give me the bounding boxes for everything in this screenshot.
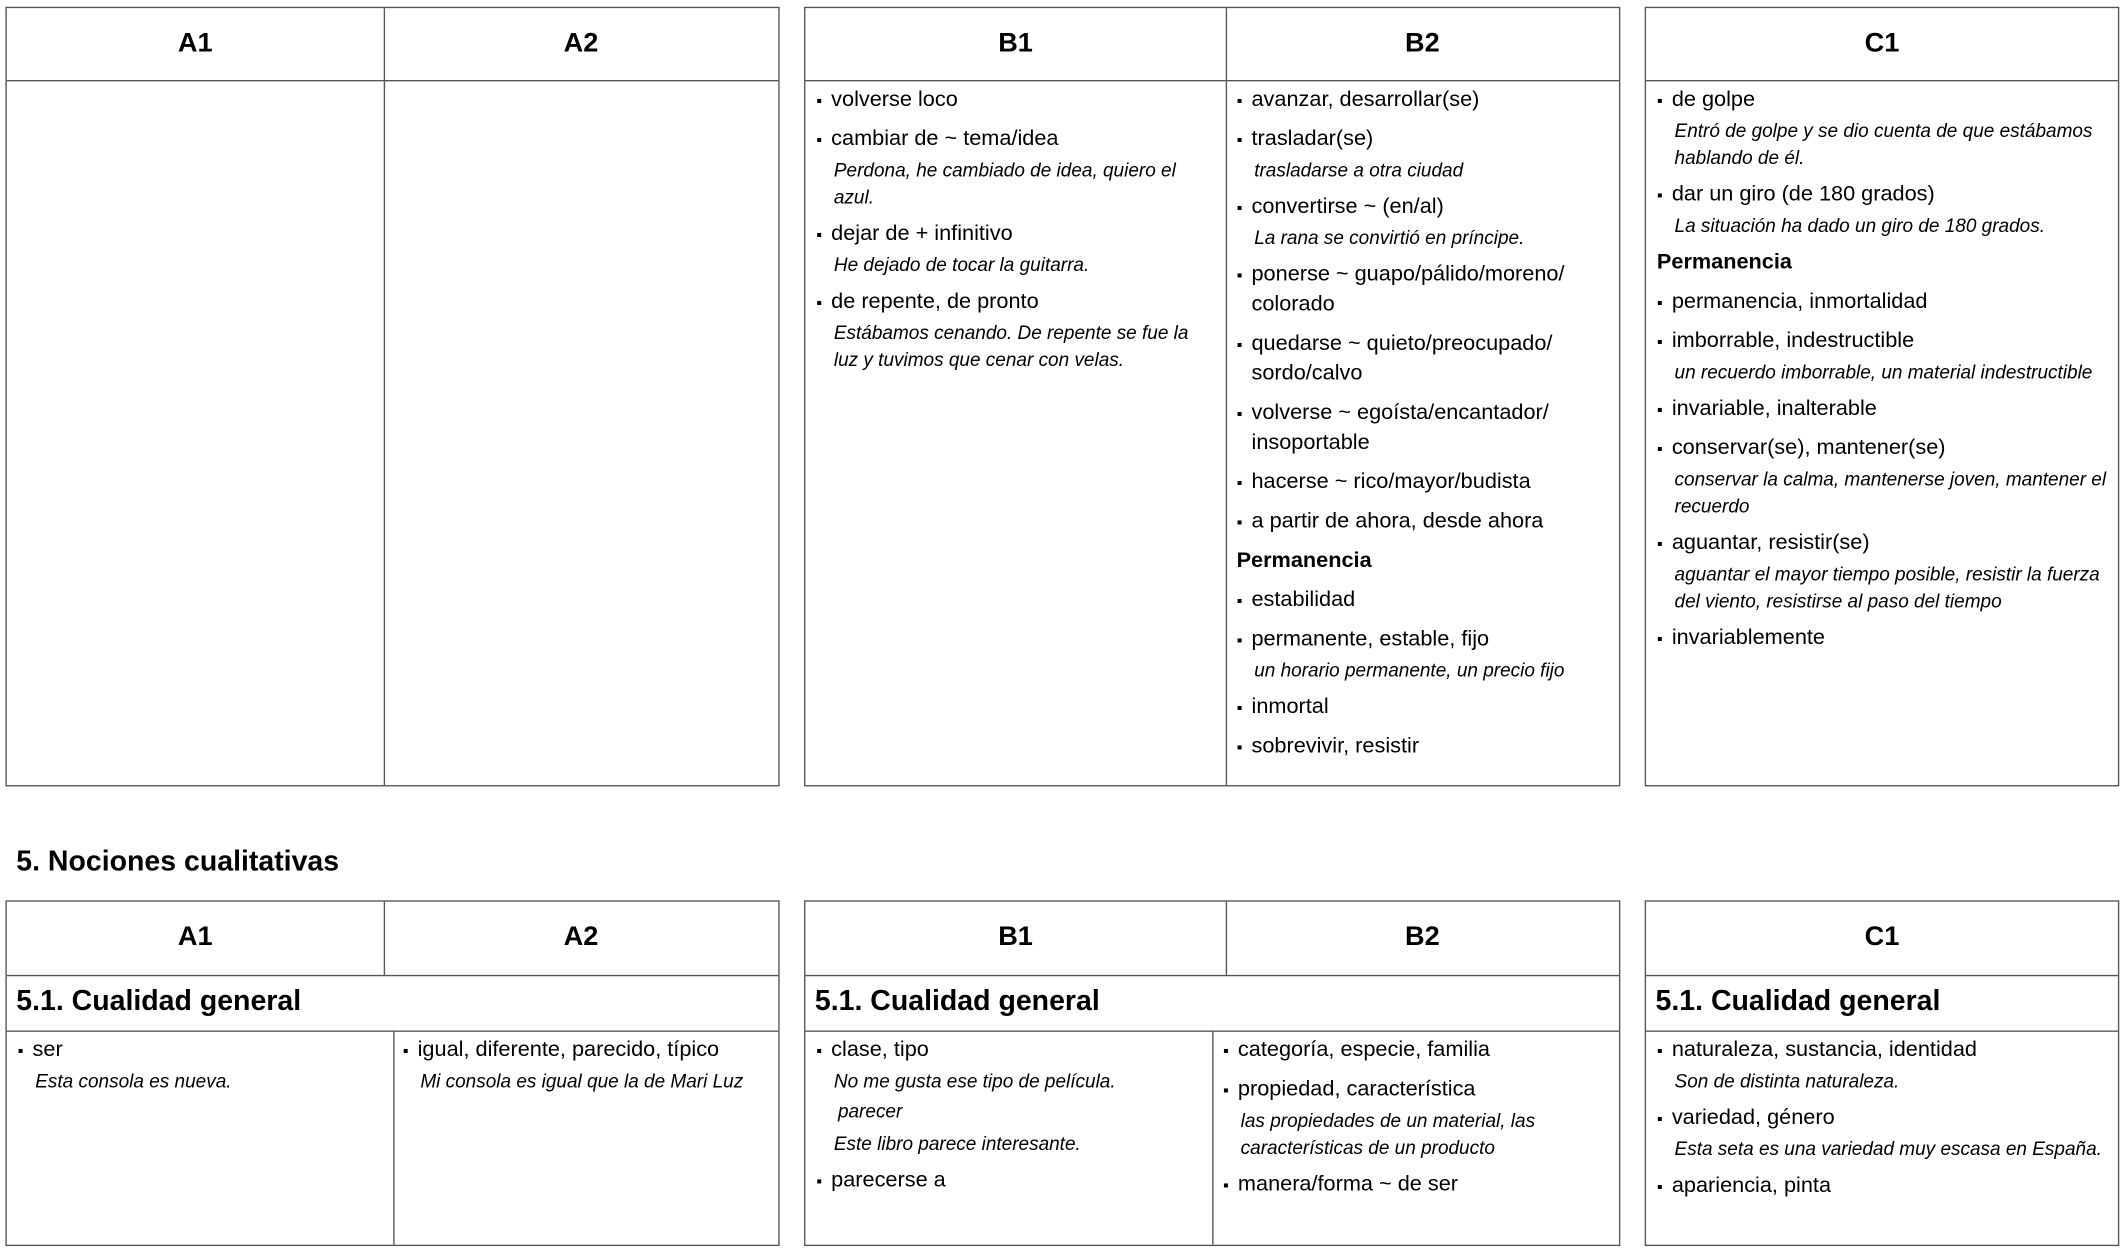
b2-column <box>1237 85 1606 771</box>
term: ▪ cambiar de ~ tema/idea <box>816 125 1217 155</box>
term: ▪ apariencia, pinta <box>1657 1171 2113 1201</box>
level-header-a1: A1 <box>177 922 213 952</box>
term: ▪ aguantar, resistir(se) <box>1657 529 2113 559</box>
list-item <box>1237 732 1606 762</box>
term: ▪ parecerse a <box>816 1166 1206 1196</box>
level-header-b1: B1 <box>998 922 1033 952</box>
example: Son de distinta naturaleza. <box>1674 1069 1900 1092</box>
list-item <box>1223 1075 1611 1160</box>
term: ▪ dejar de + infinitivo <box>816 220 1217 250</box>
example: Este libro parece interesante. <box>833 1132 1081 1154</box>
list-item <box>816 287 1217 372</box>
c1-column <box>1657 85 2113 663</box>
bottom-table-a-block <box>5 900 779 1246</box>
level-header-c1: C1 <box>1864 922 1900 952</box>
term: ▪ manera/forma ~ de ser <box>1223 1170 1611 1200</box>
term: ▪ quedarse ~ quieto/preocupado/ sordo/calvo <box>1237 329 1606 389</box>
subsection-heading: 5.1. Cualidad general <box>1655 985 1941 1017</box>
term: ▪ invariable, inalterable <box>1657 395 2113 425</box>
example: Esta consola es nueva. <box>35 1069 232 1092</box>
term: ▪ sobrevivir, resistir <box>1237 732 1606 762</box>
subsection-heading: 5.1. Cualidad general <box>16 985 302 1017</box>
b2-column <box>1223 1036 1611 1210</box>
example: He dejado de tocar la guitarra. <box>833 253 1090 276</box>
level-header-c1: C1 <box>1864 28 1900 59</box>
term: ▪ propiedad, característica <box>1223 1075 1611 1105</box>
list-item <box>816 1036 1206 1094</box>
section-title: 5. Nociones cualitativas <box>16 846 340 878</box>
example: un horario permanente, un precio fijo <box>1254 658 1565 681</box>
list-item <box>1223 1170 1611 1200</box>
term: ▪ igual, diferente, parecido, típico <box>403 1036 777 1066</box>
a1-column <box>18 1036 387 1104</box>
term: ▪ volverse ~ egoísta/encantador/ insoportable <box>1237 399 1606 459</box>
level-header-b2: B2 <box>1404 922 1440 952</box>
b1-column <box>816 1036 1206 1205</box>
level-header-a2: A2 <box>563 28 599 59</box>
example: las propiedades de un material, las características de un producto <box>1240 1109 1536 1158</box>
example: conservar la calma, mantenerse joven, mantener el recuerdo <box>1674 467 2107 517</box>
example: Mi consola es igual que la de Mari Luz <box>420 1069 744 1092</box>
list-item <box>816 220 1217 278</box>
term: ▪ avanzar, desarrollar(se) <box>1237 85 1606 115</box>
term: ▪ variedad, género <box>1657 1104 2113 1134</box>
list-item <box>1657 180 2113 238</box>
list-item <box>18 1036 387 1094</box>
list-item <box>1223 1036 1611 1066</box>
term: ▪ trasladar(se) <box>1237 125 1606 155</box>
list-item <box>816 125 1217 210</box>
example: Entró de golpe y se dio cuenta de que estábamos hablando de él. <box>1674 119 2093 169</box>
extra-word: parecer <box>837 1099 903 1122</box>
list-item <box>1657 287 2113 317</box>
term: ▪ naturaleza, sustancia, identidad <box>1657 1036 2113 1066</box>
example: La rana se convirtió en príncipe. <box>1254 226 1525 249</box>
term: ▪ de repente, de pronto <box>816 287 1217 317</box>
column-divider <box>1226 8 1227 785</box>
term: ▪ ponerse ~ guapo/pálido/moreno/ colorado <box>1237 260 1606 320</box>
section-heading: Permanencia <box>1236 549 1372 573</box>
list-item <box>1657 434 2113 519</box>
term: ▪ permanente, estable, fijo <box>1237 625 1606 655</box>
list-item <box>1657 624 2113 654</box>
column-divider <box>1226 902 1227 975</box>
top-table-c-block <box>1645 7 2120 787</box>
example: No me gusta ese tipo de película. <box>833 1069 1116 1092</box>
list-item <box>1237 260 1606 320</box>
list-item <box>403 1036 777 1094</box>
list-item <box>1657 529 2113 614</box>
term: ▪ a partir de ahora, desde ahora <box>1237 507 1606 537</box>
term: ▪ hacerse ~ rico/mayor/budista <box>1237 468 1606 498</box>
b1-column <box>816 85 1217 382</box>
term: ▪ volverse loco <box>816 85 1217 115</box>
list-item <box>1657 327 2113 385</box>
section-heading: Permanencia <box>1656 250 1792 274</box>
term: ▪ clase, tipo <box>816 1036 1206 1066</box>
example: La situación ha dado un giro de 180 grados. <box>1674 214 2045 236</box>
term: ▪ imborrable, indestructible <box>1657 327 2113 357</box>
header-divider <box>7 80 779 81</box>
list-item <box>1237 329 1606 389</box>
list-item <box>1237 468 1606 498</box>
list-item <box>1657 395 2113 425</box>
level-header-b2: B2 <box>1404 28 1440 59</box>
example: Esta seta es una variedad muy escasa en España. <box>1674 1137 2102 1160</box>
c1-column <box>1657 1036 2113 1211</box>
example: Perdona, he cambiado de idea, quiero el azul. <box>833 158 1176 208</box>
bottom-table-c-block <box>1645 900 2120 1246</box>
term: ▪ de golpe <box>1657 85 2113 115</box>
column-divider <box>1212 1030 1213 1244</box>
column-divider <box>393 1030 394 1244</box>
term: ▪ dar un giro (de 180 grados) <box>1657 180 2113 210</box>
term: ▪ ser <box>18 1036 387 1066</box>
bottom-table-b-block <box>804 900 1620 1246</box>
list-item <box>1237 693 1606 723</box>
term: ▪ invariablemente <box>1657 624 2113 654</box>
example: trasladarse a otra ciudad <box>1254 158 1464 181</box>
term: ▪ estabilidad <box>1237 586 1606 616</box>
term: ▪ convertirse ~ (en/al) <box>1237 193 1606 223</box>
example: aguantar el mayor tiempo posible, resistir la fuerza del viento, resistirse al paso del tiempo <box>1674 562 2100 612</box>
list-item <box>1657 1104 2113 1162</box>
header-divider <box>805 80 1619 81</box>
column-divider <box>384 902 385 975</box>
list-item <box>1657 1171 2113 1201</box>
list-item <box>1237 125 1606 183</box>
top-table-a-block <box>5 7 779 787</box>
term: ▪ conservar(se), mantener(se) <box>1657 434 2113 464</box>
list-item <box>1657 1036 2113 1094</box>
top-table-b-block <box>804 7 1620 787</box>
example: Estábamos cenando. De repente se fue la luz y tuvimos que cenar con velas. <box>833 321 1189 371</box>
list-item <box>1237 85 1606 115</box>
subsection-divider <box>1646 1030 2118 1031</box>
term: ▪ permanencia, inmortalidad <box>1657 287 2113 317</box>
list-item <box>1237 193 1606 251</box>
level-header-a1: A1 <box>177 28 213 59</box>
level-header-a2: A2 <box>563 922 599 952</box>
list-item <box>1237 586 1606 616</box>
example: un recuerdo imborrable, un material indestructible <box>1674 360 2093 383</box>
term: ▪ inmortal <box>1237 693 1606 723</box>
header-divider <box>1646 80 2118 81</box>
level-header-b1: B1 <box>998 28 1033 59</box>
list-item <box>816 85 1217 115</box>
column-divider <box>384 8 385 785</box>
a2-column <box>403 1036 777 1104</box>
term: ▪ categoría, especie, familia <box>1223 1036 1611 1066</box>
list-item <box>1237 625 1606 683</box>
list-item <box>1237 507 1606 537</box>
subsection-heading: 5.1. Cualidad general <box>814 985 1100 1017</box>
list-item <box>1657 85 2113 170</box>
list-item <box>1237 399 1606 459</box>
